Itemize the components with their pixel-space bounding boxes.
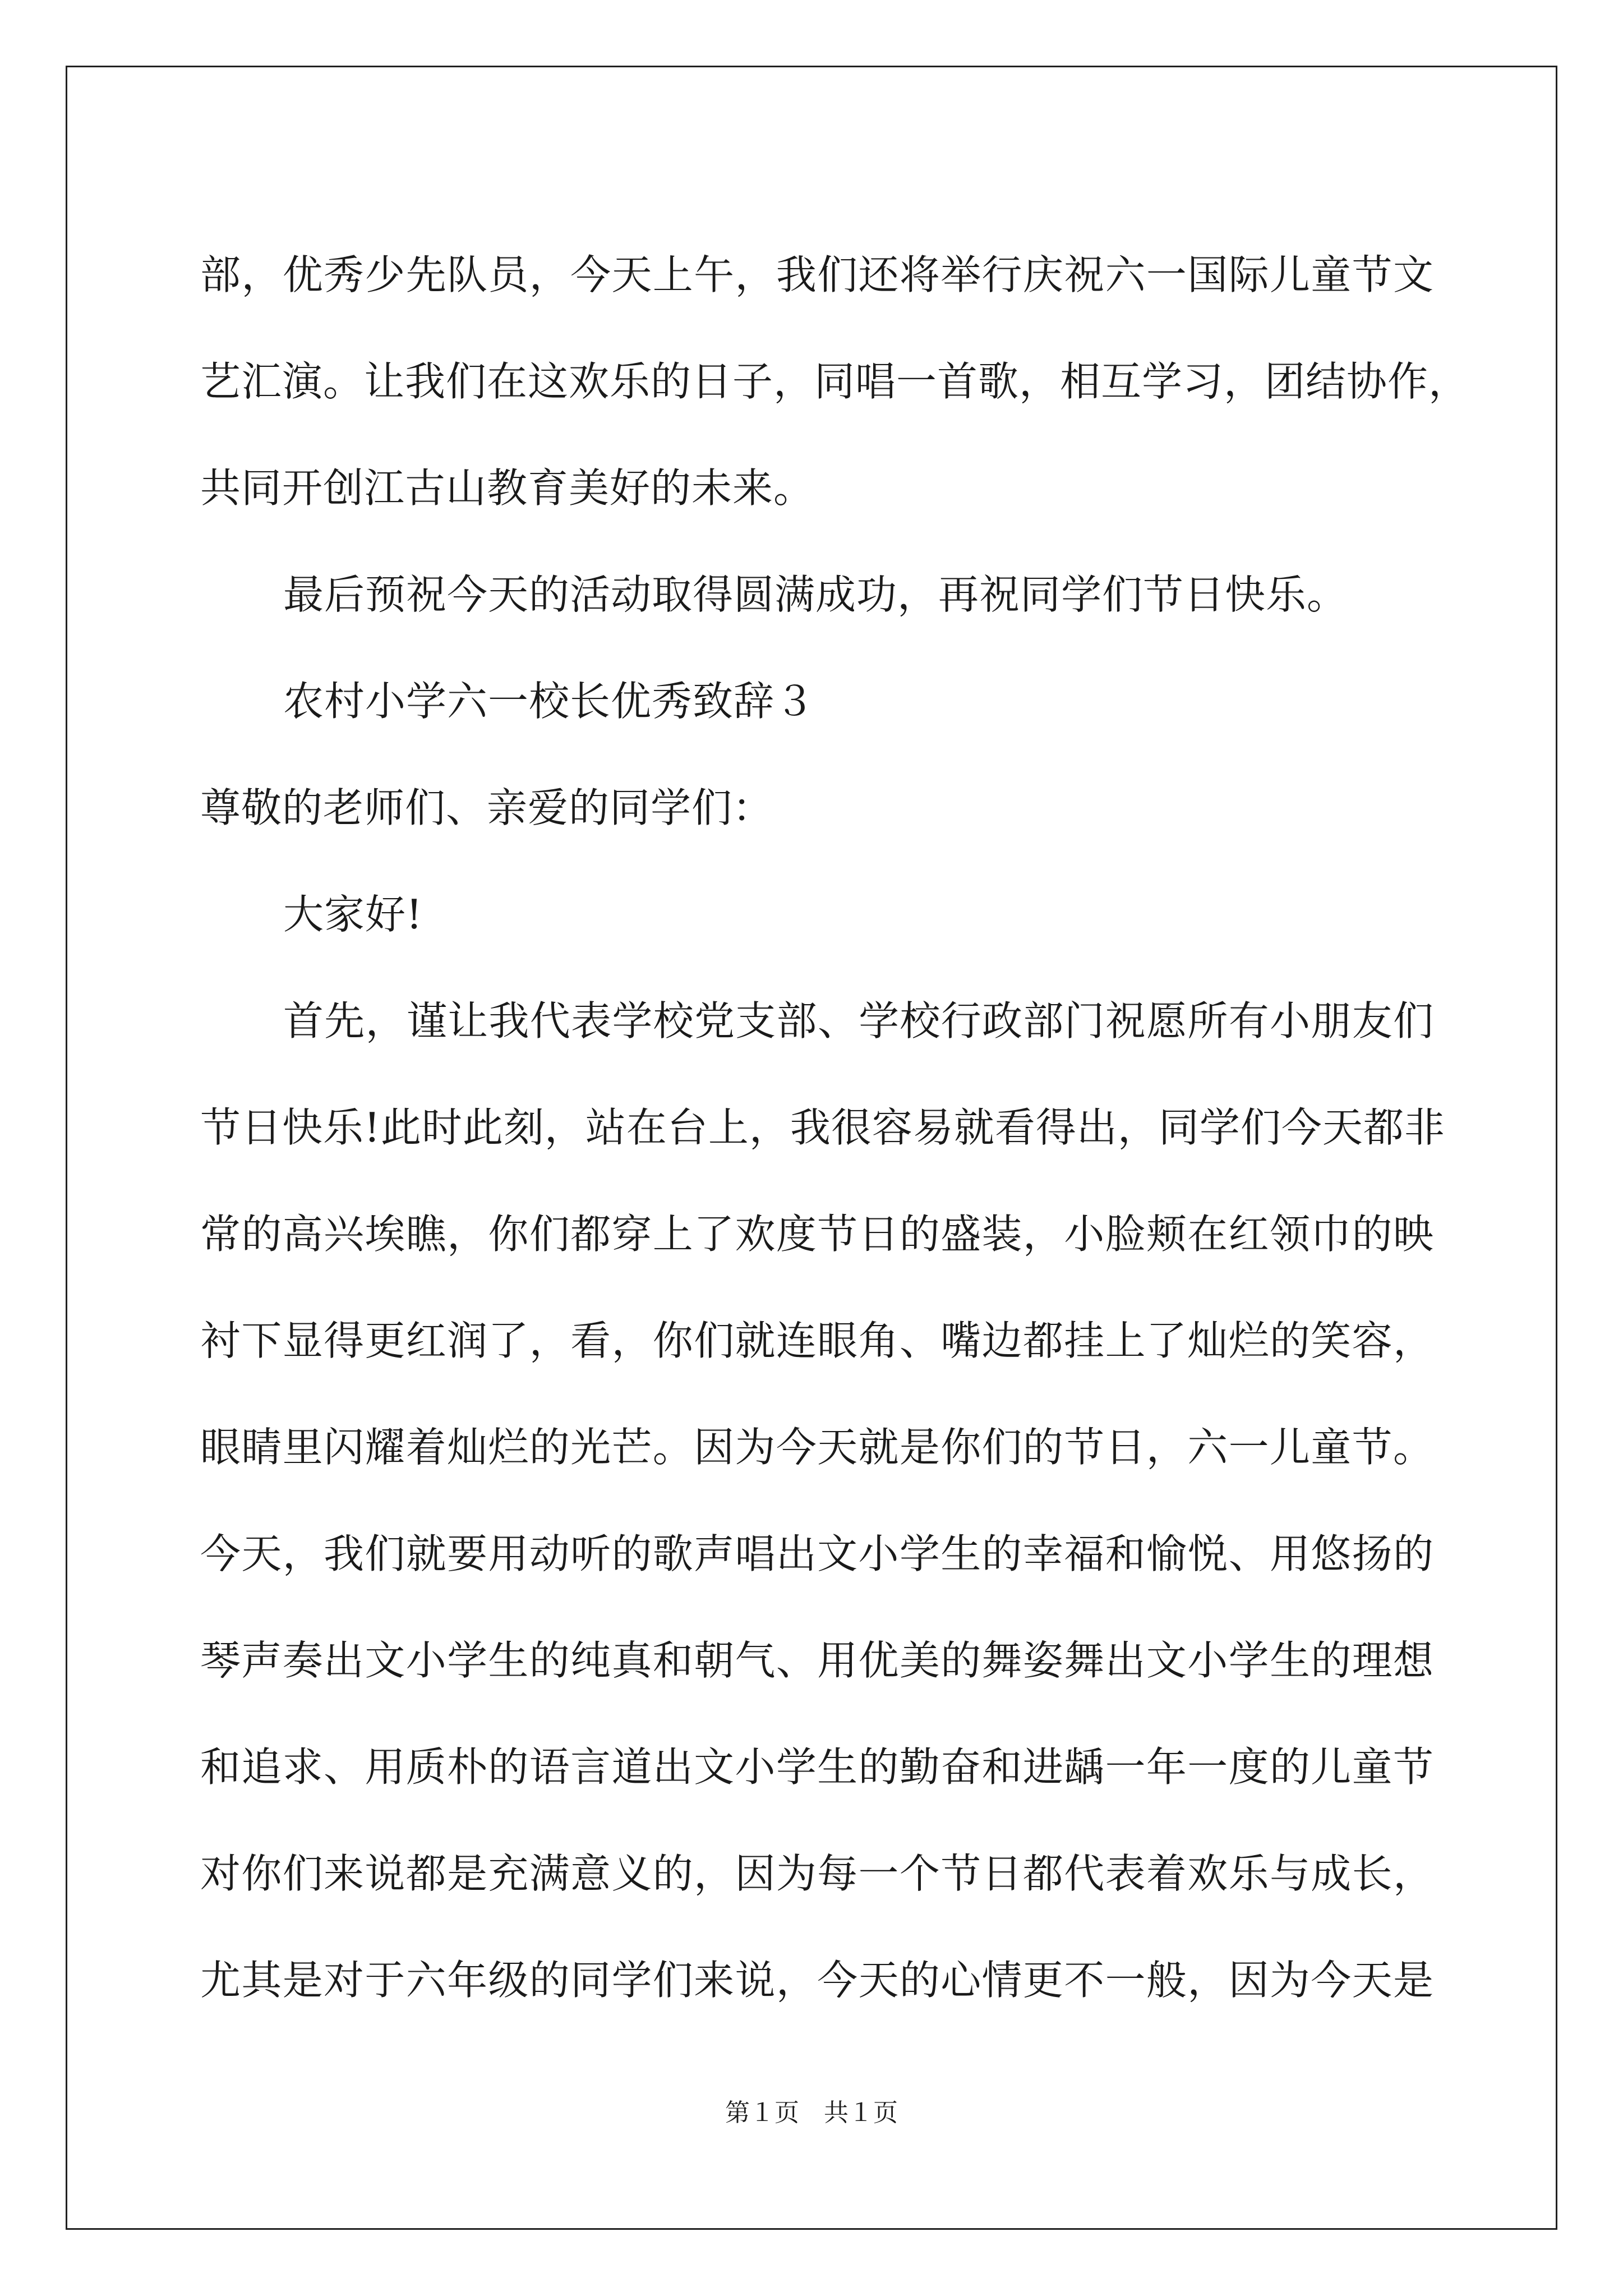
text-line: 首先，谨让我代表学校党支部、学校行政部门祝愿所有小朋友们 [283, 997, 1434, 1045]
text-line: 衬下显得更红润了，看，你们就连眼角、嘴边都挂上了灿烂的笑容， [200, 1317, 1434, 1364]
text-line: 最后预祝今天的活动取得圆满成功，再祝同学们节日快乐。 [283, 571, 1348, 618]
document-body [200, 222, 1470, 2033]
text-line: 今天，我们就要用动听的歌声唱出文小学生的幸福和愉悦、用悠扬的 [200, 1530, 1434, 1577]
text-line: 节日快乐!此时此刻，站在台上，我很容易就看得出，同学们今天都非 [200, 1104, 1445, 1151]
page-number-label: 第１页 共１页 [725, 2099, 898, 2127]
page-footer [0, 2092, 1623, 2128]
text-line: 和追求、用质朴的语言道出文小学生的勤奋和进龋一年一度的儿童节 [200, 1743, 1434, 1791]
text-line: 琴声奏出文小学生的纯真和朝气、用优美的舞姿舞出文小学生的理想 [200, 1637, 1434, 1684]
text-line: 对你们来说都是充满意义的，因为每一个节日都代表着欢乐与成长， [200, 1850, 1434, 1897]
text-line: 常的高兴埃瞧，你们都穿上了欢度节日的盛装，小脸颊在红领巾的映 [200, 1211, 1434, 1258]
text-line: 艺汇演。让我们在这欢乐的日子，同唱一首歌，相互学习，团结协作， [200, 358, 1470, 405]
text-line: 眼睛里闪耀着灿烂的光芒。因为今天就是你们的节日，六一儿童节。 [200, 1424, 1434, 1471]
text-line: 部，优秀少先队员，今天上午，我们还将举行庆祝六一国际儿童节文 [200, 251, 1434, 298]
text-line: 大家好! [283, 891, 423, 938]
text-line: 农村小学六一校长优秀致辞３ [283, 678, 816, 725]
text-line: 尤其是对于六年级的同学们来说，今天的心情更不一般，因为今天是 [200, 1957, 1434, 2004]
text-line: 共同开创江古山教育美好的未来。 [200, 464, 815, 512]
text-line: 尊敬的老师们、亲爱的同学们： [200, 784, 774, 831]
